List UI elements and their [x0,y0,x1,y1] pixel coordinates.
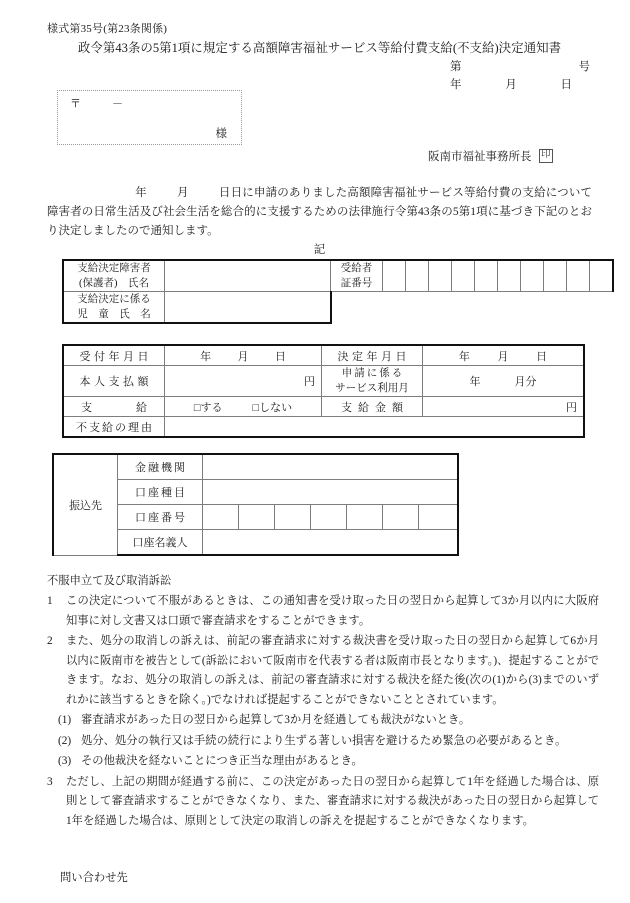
self-payment-field[interactable] [165,366,322,397]
day-label: 日 [536,350,548,363]
account-number-label: 口座番号 [118,505,203,530]
checkbox-not-pay[interactable]: □しない [252,401,293,414]
table-row [53,454,458,480]
cert-digit-cell[interactable] [498,260,521,292]
intro-year: 年 [135,187,147,199]
payment-decision-field[interactable] [165,397,322,417]
ki-marker: 記 [313,244,326,256]
account-type-field[interactable] [203,480,459,505]
appeals-item-number: 2 [47,635,53,647]
decision-date-field[interactable] [423,345,585,366]
document-title: 政令第43条の5第1項に規定する高額障害福祉サービス等給付費支給(不支給)決定通知書 [77,41,562,55]
account-holder-field[interactable] [203,530,459,556]
beneficiary-name-field[interactable] [165,260,331,292]
intro-day: 日 [218,187,231,199]
service-month-field[interactable] [423,366,585,397]
cert-digit-cell[interactable] [521,260,544,292]
date-month-label: 月 [505,79,517,91]
appeals-sub-item [47,752,599,772]
appeals-sub-item-number: (3) [58,755,72,767]
table-row [63,260,613,292]
payment-decision-label: 支 給 [63,397,165,417]
cert-digit-cell[interactable] [590,260,614,292]
contact-label: 問い合わせ先 [60,872,128,884]
account-digit-cell[interactable] [275,505,311,530]
year-label: 年 [469,376,481,388]
currency-unit: 円 [304,376,315,388]
appeals-item-text: この決定について不服があるときは、この通知書を受け取った日の翌日から起算して3か月以内に大阪府知事に対し文書又は口頭で審査請求をすることができます。 [66,595,599,627]
number-unit: 号 [578,61,590,73]
account-digit-cell[interactable] [203,505,239,530]
amount-label: 支給金額 [322,397,423,417]
receipt-date-field[interactable] [165,345,322,366]
bank-name-label: 金融機関 [118,454,203,480]
appeals-sub-item-text: 審査請求があった日の翌日から起算して3か月を経過しても裁決がないとき。 [81,714,471,726]
appeals-sub-item [47,711,599,731]
addressee-honorific: 様 [215,128,227,140]
cert-digit-cell[interactable] [544,260,567,292]
date-day-label: 日 [560,79,572,91]
checkbox-pay[interactable]: □する [193,401,223,414]
non-payment-reason-field[interactable] [165,417,585,438]
postal-code-mark: 〒 [70,98,82,110]
account-type-label: 口座種目 [118,480,203,505]
appeals-section [47,572,599,832]
issuer-line [428,148,553,164]
appeals-item [47,773,599,832]
appeals-sub-item-number: (2) [58,734,72,747]
document-date-line [450,76,572,92]
table-row [63,417,584,438]
month-label: 月分 [514,376,537,388]
service-month-label: 申請に係る サービス利用月 [322,366,423,397]
document-number-line [450,58,590,74]
transfer-destination-label: 振込先 [53,454,118,555]
appeals-sub-item [47,732,599,752]
appeals-item-text: ただし、上記の期間が経過する前に、この決定があった日の翌日から起算して1年を経過した場合は、原則として審査請求することができなくなり、また、審査請求に対する裁決があった日の翌日から起算して1年を経過した場合は、原則として決定の取消しの訴えを提起することができなくなります。 [66,775,599,827]
non-payment-reason-label: 不支給の理由 [63,417,165,438]
recipient-table [62,259,614,324]
self-payment-label: 本人支払額 [63,366,165,397]
cert-digit-cell[interactable] [429,260,452,292]
appeals-item-number: 3 [47,775,53,788]
year-label: 年 [458,350,470,363]
appeals-item-text: また、処分の取消しの訴えは、前記の審査請求に対する裁決書を受け取った日の翌日から起算して6か月以内に阪南市を被告として(訴訟において阪南市を代表する者は阪南市長となります。)、提起することができます。なお、処分の取消しの訴えは、前記の審査請求に対する裁決を経た後(次の(1)から(3)までのいずれかに該当するときを除く。)でなければ提起することができないこととされています。 [66,635,599,706]
beneficiary-name-label: 支給決定障害者 (保護者) 氏名 [63,260,165,292]
account-digit-cell[interactable] [347,505,383,530]
cert-digit-cell[interactable] [452,260,475,292]
year-label: 年 [200,350,212,363]
cert-digit-cell[interactable] [475,260,498,292]
appeals-item [47,632,599,710]
account-holder-label: 口座名義人 [118,530,203,556]
form-number: 様式第35号(第23条関係) [47,23,168,35]
appeals-item-number: 1 [47,595,53,607]
intro-paragraph [47,184,592,241]
appeals-heading: 不服申立て及び取消訴訟 [47,575,172,587]
bank-transfer-table [52,453,459,556]
month-label: 月 [237,350,249,363]
seal-icon: 印 [539,149,554,164]
appeals-sub-item-text: その他裁決を経ないことにつき正当な理由があるとき。 [81,755,363,767]
issuer-name: 阪南市福祉事務所長 [428,151,532,163]
decision-date-label: 決定年月日 [322,345,423,366]
number-label: 第 [450,61,462,73]
date-year-label: 年 [450,79,462,91]
table-row [63,345,584,366]
amount-field[interactable] [423,397,585,417]
bank-name-field[interactable] [203,454,459,480]
postal-code-dash: － [112,98,123,110]
addressee-box[interactable] [57,90,242,145]
receipt-date-label: 受付年月日 [63,345,165,366]
certificate-number-label: 受給者 証番号 [331,260,383,292]
decision-table [62,344,585,438]
account-digit-cell[interactable] [239,505,275,530]
table-row [63,366,584,397]
cert-digit-cell[interactable] [567,260,590,292]
table1-empty-area [331,292,614,324]
appeals-item [47,592,599,631]
cert-digit-cell[interactable] [406,260,429,292]
currency-unit: 円 [566,401,577,414]
appeals-sub-item-number: (1) [58,714,72,726]
intro-month: 月 [176,187,189,199]
account-digit-cell[interactable] [383,505,419,530]
intro-text: 日に申請のありました高額障害福祉サービス等給付費の支給について障害者の日常生活及び社会生活を総合的に支援するための法律施行令第43条の5第1項に基づき下記のとおり決定しましたので通知します。 [47,187,593,237]
child-name-label: 支給決定に係る 児 童 氏 名 [63,292,165,324]
account-digit-cell[interactable] [311,505,347,530]
table-row [63,397,584,417]
account-digit-cell[interactable] [419,505,459,530]
day-label: 日 [274,350,286,363]
appeals-sub-item-text: 処分、処分の執行又は手続の続行により生ずる著しい損害を避けるため緊急の必要があるとき。 [81,734,567,747]
cert-digit-cell[interactable] [383,260,406,292]
child-name-field[interactable] [165,292,331,324]
month-label: 月 [497,350,509,363]
